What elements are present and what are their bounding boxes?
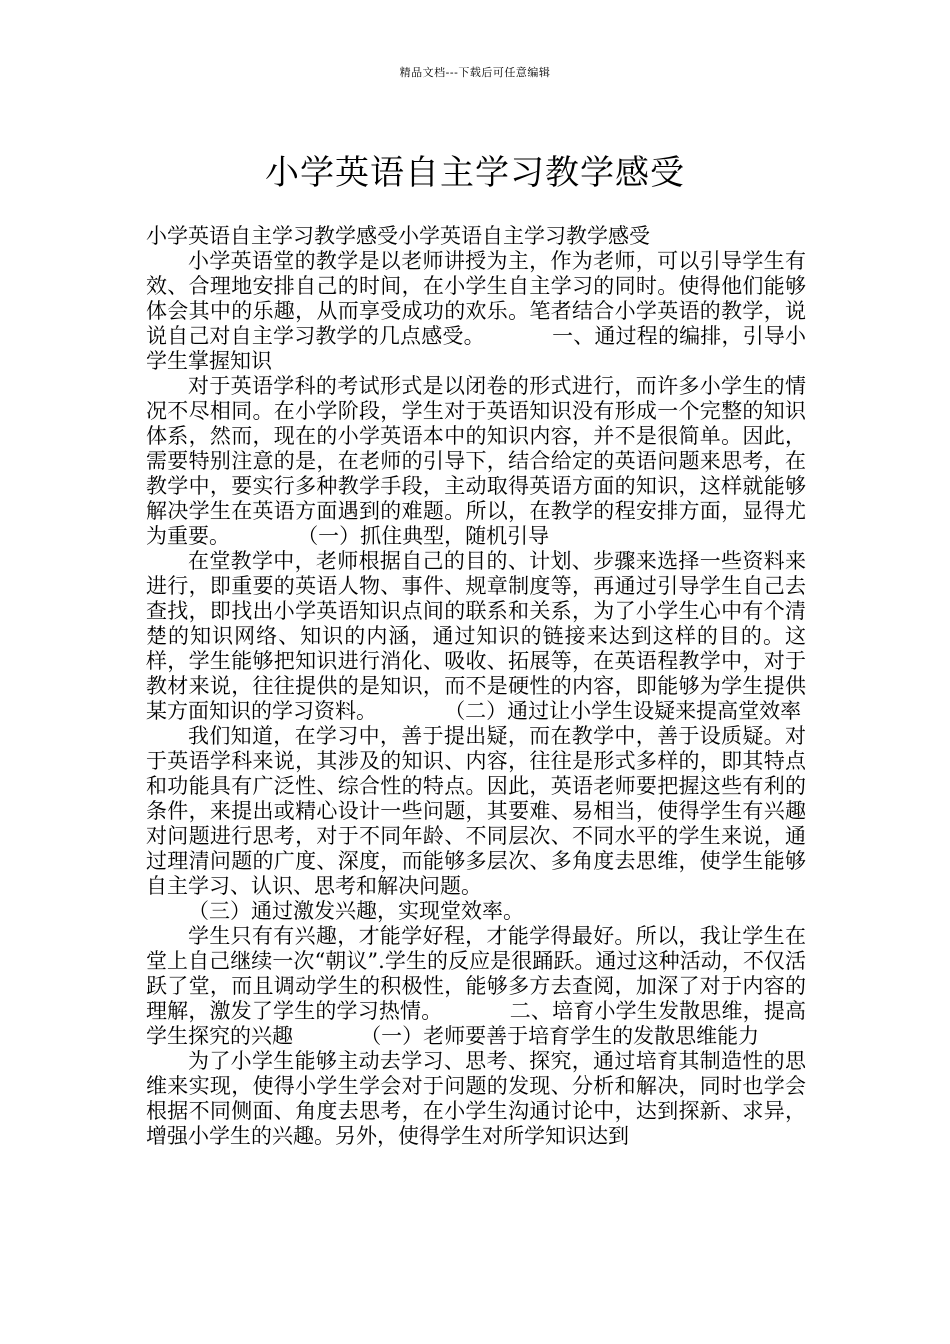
paragraph-text: 小学英语堂的教学是以老师讲授为主，作为老师，可以引导学生有效、合理地安排自己的时间，在小学生自主学习的同时。使得他们能够体会其中的乐趣，从而享受成功的欢乐。笔者结合小学英语的教学，说说自己对自主学习教学的几点感受。 xyxy=(146,249,806,348)
section-heading: （一）老师要善于培育学生的发散思维能力 xyxy=(360,1024,760,1048)
body-paragraph xyxy=(146,899,806,924)
body-paragraph xyxy=(146,549,806,724)
paragraph-text: 小学英语自主学习教学感受小学英语自主学习教学感受 xyxy=(146,224,650,248)
paragraph-text: 对于英语学科的考试形式是以闭卷的形式进行，而许多小学生的情况不尽相同。在小学阶段，学生对于英语知识没有形成一个完整的知识体系，然而，现在的小学英语本中的知识内容，并不是很简单。因此，需要特别注意的是，在老师的引导下，结合给定的英语问题来思考，在教学中，要实行多种教学手段，主动取得英语方面的知识，这样就能够解决学生在英语方面遇到的难题。所以，在教学的程安排方面，显得尤为重要。 xyxy=(146,374,806,548)
header-note: 精品文档---下载后可任意编辑 xyxy=(399,66,551,79)
section-heading: （一）抓住典型，随机引导 xyxy=(297,524,550,548)
body-paragraph xyxy=(146,249,806,374)
body-paragraph xyxy=(146,924,806,1049)
body-paragraph xyxy=(146,374,806,549)
body-paragraph xyxy=(146,1049,806,1149)
paragraph-text: 我们知道，在学习中，善于提出疑，而在教学中，善于设质疑。对于英语学科来说，其涉及的知识、内容，往往是形式多样的，即其特点和功能具有广泛性、综合性的特点。因此，英语老师要把握这些有利的条件，来提出或精心设计一些问题，其要难、易相当，使得学生有兴趣对问题进行思考，对于不同年龄、不同层次、不同水平的学生来说，通过理清问题的广度、深度，而能够多层次、多角度去思维，使学生能够自主学习、认识、思考和解决问题。 xyxy=(146,724,806,898)
paragraph-text: 在堂教学中，老师根据自己的目的、计划、步骤来选择一些资料来进行，即重要的英语人物、事件、规章制度等，再通过引导学生自己去查找，即找出小学英语知识点间的联系和关系，为了小学生心中有个清楚的知识网络、知识的内涵，通过知识的链接来达到这样的目的。这样，学生能够把知识进行消化、吸收、拓展等，在英语程教学中，对于教材来说，往往提供的是知识，而不是硬性的内容，即能够为学生提供某方面知识的学习资料。 xyxy=(146,549,806,723)
paragraph-text: 为了小学生能够主动去学习、思考、探究，通过培育其制造性的思维来实现，使得小学生学会对于问题的发现、分析和解决，同时也学会根据不同侧面、角度去思考，在小学生沟通讨论中，达到探新、求异，增强小学生的兴趣。另外，使得学生对所学知识达到 xyxy=(146,1049,806,1148)
section-heading: 二、培育小学生发散思维，提高学生探究的兴趣 xyxy=(146,999,806,1048)
paragraph-text: （三）通过激发兴趣，实现堂效率。 xyxy=(188,899,524,923)
body-paragraph xyxy=(146,724,806,899)
paragraph-text: 学生只有有兴趣，才能学好程，才能学得最好。所以，我让学生在堂上自己继续一次“朝议”.学生的反应是很踊跃。通过这种活动，不仅活跃了堂，而且调动学生的积极性，能够多方去查阅，加深了对于内容的理解，激发了学生的学习热情。 xyxy=(146,924,806,1023)
section-heading: 一、通过程的编排，引导小学生掌握知识 xyxy=(146,324,806,373)
document-title: 小学英语自主学习教学感受 xyxy=(265,152,685,193)
document-body xyxy=(146,224,806,1149)
body-paragraph xyxy=(146,224,806,249)
section-heading: （二）通过让小学生设疑来提高堂效率 xyxy=(444,699,802,723)
